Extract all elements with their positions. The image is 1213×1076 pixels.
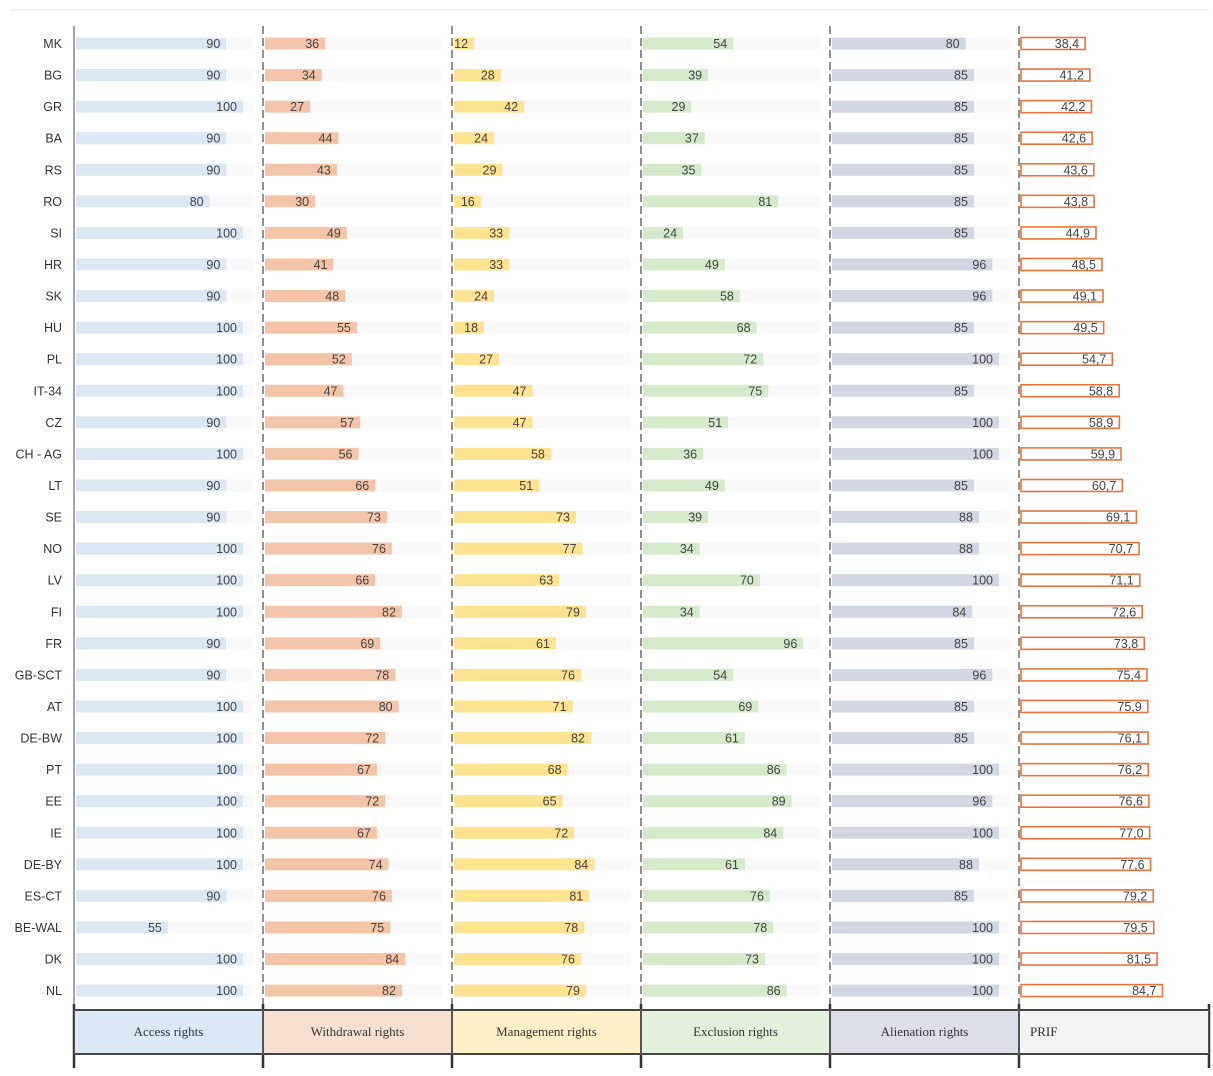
legend-exclusion-rights bbox=[641, 1009, 830, 1055]
category-label: FI bbox=[50, 605, 62, 620]
data-label: 51 bbox=[708, 415, 723, 430]
data-label: 27 bbox=[290, 100, 305, 115]
data-label: 67 bbox=[356, 763, 371, 778]
legend-label: Management rights bbox=[496, 1024, 597, 1039]
legend-alienation-rights bbox=[830, 1009, 1019, 1055]
data-label: 72 bbox=[365, 731, 380, 746]
data-label: 100 bbox=[216, 447, 237, 462]
data-label: 30 bbox=[295, 194, 310, 209]
bar-exclusion-rights bbox=[643, 795, 792, 807]
data-label: 86 bbox=[766, 763, 781, 778]
data-label: 96 bbox=[972, 289, 987, 304]
category-label: DE-BW bbox=[20, 731, 62, 746]
data-label: 90 bbox=[206, 131, 221, 146]
data-label: 90 bbox=[206, 289, 221, 304]
data-label: 73 bbox=[367, 510, 381, 525]
category-label: CZ bbox=[45, 415, 62, 430]
data-label: 33 bbox=[489, 226, 504, 241]
data-label: 66 bbox=[355, 573, 370, 588]
data-label: 61 bbox=[535, 636, 550, 651]
data-label: 58,8 bbox=[1088, 384, 1114, 399]
data-label: 73 bbox=[556, 510, 570, 525]
bar-access-rights bbox=[76, 69, 226, 81]
data-label: 90 bbox=[206, 257, 221, 272]
data-label: 90 bbox=[206, 668, 221, 683]
data-label: 77,0 bbox=[1119, 826, 1144, 841]
data-label: 86 bbox=[766, 984, 781, 999]
data-label: 100 bbox=[216, 321, 237, 336]
bar-access-rights bbox=[76, 38, 226, 50]
data-label: 49,5 bbox=[1073, 321, 1098, 336]
data-label: 48,5 bbox=[1071, 257, 1096, 272]
data-label: 84,7 bbox=[1132, 984, 1157, 999]
data-label: 61 bbox=[724, 731, 739, 746]
category-label: IT-34 bbox=[33, 384, 62, 399]
data-label: 100 bbox=[216, 763, 237, 778]
data-label: 57 bbox=[340, 415, 355, 430]
data-label: 68 bbox=[547, 763, 562, 778]
data-label: 44,9 bbox=[1065, 226, 1090, 241]
data-label: 100 bbox=[216, 605, 237, 620]
data-label: 79,5 bbox=[1123, 920, 1148, 935]
data-label: 78 bbox=[564, 920, 579, 935]
bar-access-rights bbox=[76, 290, 226, 302]
data-label: 96 bbox=[972, 794, 987, 809]
data-label: 85 bbox=[954, 68, 968, 83]
data-label: 100 bbox=[216, 857, 237, 872]
legend-label: Exclusion rights bbox=[693, 1024, 778, 1039]
data-label: 78 bbox=[375, 668, 390, 683]
data-label: 85 bbox=[954, 226, 968, 241]
bar-alienation-rights bbox=[832, 543, 979, 555]
data-label: 90 bbox=[206, 636, 221, 651]
category-label: NO bbox=[43, 542, 62, 557]
data-label: 100 bbox=[216, 100, 237, 115]
data-label: 49 bbox=[704, 257, 719, 272]
bar-management-rights bbox=[454, 858, 594, 870]
data-label: 85 bbox=[954, 384, 968, 399]
bar-alienation-rights bbox=[832, 700, 974, 712]
data-label: 76 bbox=[372, 889, 386, 904]
data-label: 100 bbox=[216, 226, 237, 241]
data-label: 12 bbox=[454, 37, 469, 51]
data-label: 66 bbox=[355, 478, 370, 493]
data-label: 84 bbox=[385, 952, 400, 967]
data-label: 85 bbox=[954, 163, 968, 178]
bar-alienation-rights bbox=[832, 858, 979, 870]
legend-management-rights bbox=[452, 1009, 641, 1055]
data-label: 59,9 bbox=[1090, 447, 1116, 462]
data-label: 72 bbox=[554, 826, 569, 841]
category-label: LV bbox=[47, 573, 62, 588]
data-label: 88 bbox=[959, 510, 973, 525]
data-label: 70 bbox=[739, 573, 754, 588]
data-label: 81 bbox=[758, 194, 773, 209]
category-label: RS bbox=[44, 163, 62, 178]
data-label: 100 bbox=[972, 984, 993, 999]
data-label: 75,4 bbox=[1116, 668, 1141, 683]
data-label: 100 bbox=[216, 984, 237, 999]
bar-alienation-rights bbox=[832, 101, 974, 113]
category-label: SK bbox=[45, 289, 62, 304]
data-label: 43,8 bbox=[1063, 194, 1089, 209]
bar-access-rights bbox=[76, 637, 226, 649]
data-label: 88 bbox=[959, 857, 973, 872]
bar-access-rights bbox=[76, 164, 226, 176]
data-label: 38,4 bbox=[1054, 37, 1080, 51]
data-label: 75 bbox=[370, 920, 385, 935]
data-label: 96 bbox=[783, 636, 798, 651]
data-label: 76 bbox=[372, 542, 386, 557]
data-label: 88 bbox=[959, 542, 973, 557]
data-label: 85 bbox=[954, 478, 968, 493]
bar-alienation-rights bbox=[832, 69, 974, 81]
data-label: 85 bbox=[954, 636, 968, 651]
category-label: GR bbox=[43, 100, 62, 115]
bar-alienation-rights bbox=[832, 258, 992, 270]
bar-access-rights bbox=[76, 479, 226, 491]
data-label: 41 bbox=[313, 257, 328, 272]
data-label: 100 bbox=[972, 573, 993, 588]
data-label: 100 bbox=[216, 352, 237, 367]
data-label: 47 bbox=[512, 415, 527, 430]
legend-withdrawal-rights bbox=[263, 1009, 452, 1055]
data-label: 71 bbox=[552, 699, 567, 714]
data-label: 82 bbox=[382, 605, 396, 620]
bar-exclusion-rights bbox=[643, 764, 787, 776]
data-label: 16 bbox=[460, 194, 475, 209]
data-label: 80 bbox=[189, 194, 204, 209]
data-label: 90 bbox=[206, 37, 221, 51]
bar-alienation-rights bbox=[832, 322, 974, 334]
data-label: 75,9 bbox=[1117, 699, 1142, 714]
category-label: HR bbox=[43, 257, 62, 272]
category-label: BA bbox=[45, 131, 62, 146]
data-label: 85 bbox=[954, 194, 968, 209]
data-label: 85 bbox=[954, 699, 968, 714]
data-label: 90 bbox=[206, 415, 221, 430]
data-label: 24 bbox=[474, 131, 489, 146]
data-label: 76,1 bbox=[1117, 731, 1143, 746]
category-label: SE bbox=[45, 510, 62, 525]
category-label: HU bbox=[43, 321, 62, 336]
bar-alienation-rights bbox=[832, 511, 979, 523]
bar-alienation-rights bbox=[832, 669, 992, 681]
bar-track bbox=[454, 38, 631, 50]
data-label: 33 bbox=[489, 257, 504, 272]
category-label: EE bbox=[45, 794, 62, 809]
bar-access-rights bbox=[76, 669, 226, 681]
data-label: 51 bbox=[519, 478, 534, 493]
bar-exclusion-rights bbox=[643, 637, 803, 649]
data-label: 100 bbox=[216, 699, 237, 714]
data-label: 85 bbox=[954, 731, 968, 746]
data-label: 18 bbox=[464, 321, 479, 336]
data-label: 69 bbox=[360, 636, 375, 651]
legend-label: Withdrawal rights bbox=[310, 1024, 405, 1039]
data-label: 28 bbox=[480, 68, 495, 83]
data-label: 100 bbox=[216, 952, 237, 967]
data-label: 78 bbox=[753, 920, 768, 935]
data-label: 29 bbox=[671, 100, 686, 115]
bar-access-rights bbox=[76, 132, 226, 144]
bar-withdrawal-rights bbox=[265, 953, 405, 965]
bar-alienation-rights bbox=[832, 637, 974, 649]
bar-alienation-rights bbox=[832, 290, 992, 302]
category-label: RO bbox=[43, 194, 62, 209]
data-label: 81 bbox=[569, 889, 584, 904]
category-label: BE-WAL bbox=[14, 920, 62, 935]
data-label: 24 bbox=[474, 289, 489, 304]
data-label: 71,1 bbox=[1109, 573, 1134, 588]
data-label: 49 bbox=[326, 226, 341, 241]
data-label: 85 bbox=[954, 131, 968, 146]
legend-label: Access rights bbox=[133, 1024, 204, 1039]
data-label: 55 bbox=[336, 321, 351, 336]
data-label: 72 bbox=[365, 794, 380, 809]
data-label: 43,6 bbox=[1063, 163, 1088, 178]
data-label: 82 bbox=[571, 731, 585, 746]
data-label: 79 bbox=[566, 984, 580, 999]
bar-exclusion-rights bbox=[643, 985, 787, 997]
bar-alienation-rights bbox=[832, 195, 974, 207]
legend-access-rights bbox=[74, 1009, 263, 1055]
data-label: 35 bbox=[681, 163, 696, 178]
category-label: DE-BY bbox=[23, 857, 62, 872]
data-label: 54 bbox=[713, 37, 728, 51]
data-label: 89 bbox=[771, 794, 786, 809]
category-label: NL bbox=[46, 984, 62, 999]
data-label: 100 bbox=[972, 447, 993, 462]
data-label: 77,6 bbox=[1120, 857, 1145, 872]
data-label: 90 bbox=[206, 889, 221, 904]
bar-access-rights bbox=[76, 511, 226, 523]
data-label: 84 bbox=[952, 605, 967, 620]
data-label: 27 bbox=[479, 352, 494, 367]
data-label: 34 bbox=[679, 542, 694, 557]
data-label: 100 bbox=[216, 826, 237, 841]
data-label: 96 bbox=[972, 257, 987, 272]
data-label: 29 bbox=[482, 163, 497, 178]
data-label: 72 bbox=[743, 352, 758, 367]
data-label: 41,2 bbox=[1059, 68, 1084, 83]
data-label: 70,7 bbox=[1108, 542, 1134, 557]
data-label: 42,6 bbox=[1061, 131, 1087, 146]
data-label: 58,9 bbox=[1089, 415, 1114, 430]
data-label: 48 bbox=[325, 289, 340, 304]
data-label: 84 bbox=[763, 826, 778, 841]
data-label: 100 bbox=[972, 415, 993, 430]
data-label: 100 bbox=[216, 794, 237, 809]
category-label: LT bbox=[48, 478, 62, 493]
category-label: PT bbox=[46, 763, 62, 778]
data-label: 56 bbox=[338, 447, 353, 462]
data-label: 100 bbox=[972, 826, 993, 841]
bar-alienation-rights bbox=[832, 606, 972, 618]
data-label: 76,2 bbox=[1117, 763, 1143, 778]
data-label: 34 bbox=[679, 605, 694, 620]
data-label: 100 bbox=[972, 763, 993, 778]
data-label: 85 bbox=[954, 321, 968, 336]
bar-exclusion-rights bbox=[643, 827, 783, 839]
legend-prif bbox=[1019, 1009, 1209, 1055]
category-label: MK bbox=[43, 37, 62, 51]
data-label: 100 bbox=[216, 573, 237, 588]
data-label: 36 bbox=[305, 37, 320, 51]
data-label: 100 bbox=[216, 384, 237, 399]
bar-alienation-rights bbox=[832, 890, 974, 902]
data-label: 54,7 bbox=[1082, 352, 1107, 367]
data-label: 73 bbox=[745, 952, 759, 967]
data-label: 73,8 bbox=[1113, 636, 1139, 651]
data-label: 58 bbox=[719, 289, 734, 304]
bar-alienation-rights bbox=[832, 732, 974, 744]
data-label: 74 bbox=[368, 857, 383, 872]
data-label: 90 bbox=[206, 478, 221, 493]
data-label: 42 bbox=[504, 100, 519, 115]
bar-alienation-rights bbox=[832, 132, 974, 144]
data-label: 44 bbox=[318, 131, 333, 146]
data-label: 54 bbox=[713, 668, 728, 683]
bar-access-rights bbox=[76, 416, 226, 428]
data-label: 76 bbox=[561, 952, 575, 967]
bar-alienation-rights bbox=[832, 479, 974, 491]
bar-alienation-rights bbox=[832, 227, 974, 239]
data-label: 100 bbox=[972, 952, 993, 967]
data-label: 76 bbox=[561, 668, 575, 683]
data-label: 81,5 bbox=[1126, 952, 1152, 967]
data-label: 37 bbox=[684, 131, 699, 146]
data-label: 68 bbox=[736, 321, 751, 336]
category-label: BG bbox=[43, 68, 62, 83]
bar-access-rights bbox=[76, 890, 226, 902]
data-label: 39 bbox=[688, 68, 703, 83]
data-label: 52 bbox=[331, 352, 346, 367]
data-label: 69 bbox=[738, 699, 753, 714]
data-label: 100 bbox=[972, 352, 993, 367]
data-label: 85 bbox=[954, 100, 968, 115]
bar-access-rights bbox=[76, 258, 226, 270]
data-label: 60,7 bbox=[1092, 478, 1117, 493]
data-label: 77 bbox=[562, 542, 577, 557]
data-label: 61 bbox=[724, 857, 739, 872]
data-label: 90 bbox=[206, 510, 221, 525]
data-label: 67 bbox=[356, 826, 371, 841]
data-label: 36 bbox=[683, 447, 698, 462]
category-label: GB-SCT bbox=[14, 668, 62, 683]
data-label: 47 bbox=[512, 384, 527, 399]
data-label: 75 bbox=[748, 384, 763, 399]
category-label: FR bbox=[45, 636, 62, 651]
legend-label: Alienation rights bbox=[880, 1024, 969, 1039]
data-label: 49 bbox=[704, 478, 719, 493]
category-label: AT bbox=[46, 699, 62, 714]
data-label: 65 bbox=[542, 794, 557, 809]
data-label: 43 bbox=[316, 163, 331, 178]
data-label: 34 bbox=[301, 68, 316, 83]
data-label: 100 bbox=[216, 542, 237, 557]
category-label: DK bbox=[44, 952, 62, 967]
data-label: 85 bbox=[954, 889, 968, 904]
data-label: 82 bbox=[382, 984, 396, 999]
data-label: 96 bbox=[972, 668, 987, 683]
data-label: 42,2 bbox=[1061, 100, 1086, 115]
data-label: 58 bbox=[530, 447, 545, 462]
data-label: 79 bbox=[566, 605, 580, 620]
data-label: 72,6 bbox=[1111, 605, 1137, 620]
data-label: 90 bbox=[206, 68, 221, 83]
data-label: 90 bbox=[206, 163, 221, 178]
data-label: 76 bbox=[750, 889, 764, 904]
data-label: 69,1 bbox=[1106, 510, 1131, 525]
data-label: 79,2 bbox=[1122, 889, 1148, 904]
data-label: 55 bbox=[147, 920, 162, 935]
data-label: 24 bbox=[663, 226, 678, 241]
category-label: PL bbox=[46, 352, 62, 367]
legend-label: PRIF bbox=[1030, 1024, 1058, 1039]
data-label: 47 bbox=[323, 384, 338, 399]
data-label: 63 bbox=[539, 573, 554, 588]
bar-alienation-rights bbox=[832, 164, 974, 176]
category-label: IE bbox=[50, 826, 62, 841]
data-label: 100 bbox=[972, 920, 993, 935]
data-label: 100 bbox=[216, 731, 237, 746]
category-label: SI bbox=[50, 226, 62, 241]
bar-alienation-rights bbox=[832, 795, 992, 807]
category-label: ES-CT bbox=[24, 889, 62, 904]
data-label: 49,1 bbox=[1072, 289, 1097, 304]
data-label: 39 bbox=[688, 510, 703, 525]
bar-alienation-rights bbox=[832, 385, 974, 397]
data-label: 76,6 bbox=[1118, 794, 1143, 809]
data-label: 80 bbox=[945, 37, 960, 51]
data-label: 84 bbox=[574, 857, 589, 872]
data-label: 80 bbox=[378, 699, 393, 714]
category-label: CH - AG bbox=[15, 447, 62, 462]
